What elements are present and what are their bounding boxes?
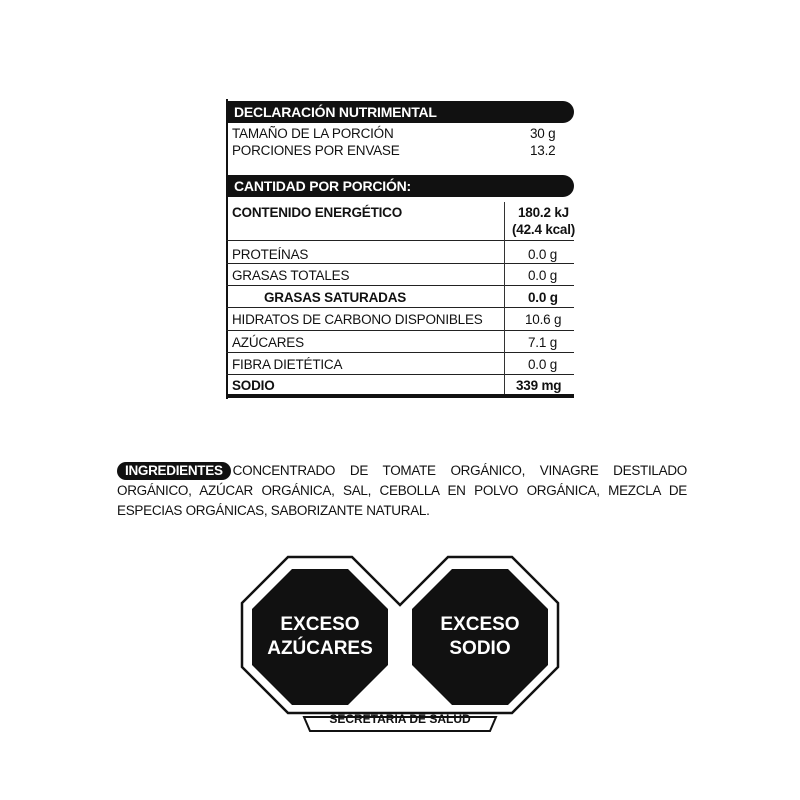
nutrient-label: PROTEÍNAS [232,247,309,262]
nutrient-label: SODIO [232,378,275,393]
nutrient-row [232,268,574,284]
right-seal-line2: SODIO [449,638,511,659]
nutrition-header: DECLARACIÓN NUTRIMENTAL [226,101,574,123]
nutrient-value: 0.0 g [528,290,558,305]
nutrient-value: 0.0 g [528,357,558,372]
per-serving-header: CANTIDAD POR PORCIÓN: [226,175,574,197]
ingredients-tag: INGREDIENTES [117,462,231,480]
ingredients-block [117,461,687,521]
nutrient-value: 0.0 g [528,268,558,283]
column-divider [504,202,505,394]
nutrient-row [232,335,574,351]
serving-size-row [232,126,574,142]
servings-value: 13.2 [530,143,556,158]
nutrient-row [232,290,574,306]
nutrient-row [232,247,574,263]
nutrient-row [232,378,574,394]
energy-kcal: (42.4 kcal) [512,222,576,237]
ingredients-text: CONCENTRADO DE TOMATE ORGÁNICO, VINAGRE DESTILADO ORGÁNICO, AZÚCAR ORGÁNICA, SAL, CEBOLLA EN POLVO ORGÁNICA, MEZCLA DE ESPECIAS ORGÁNICAS, SABORIZANTE NATURAL. [117,463,687,518]
row-divider [226,240,574,241]
row-divider [226,307,574,308]
serving-size-value: 30 g [530,126,556,141]
table-bottom-border [226,394,574,398]
row-divider [226,374,574,375]
left-seal-text [252,613,388,661]
nutrient-value: 0.0 g [528,247,558,262]
nutrient-label: HIDRATOS DE CARBONO DISPONIBLES [232,312,483,327]
row-divider [226,352,574,353]
nutrient-label: GRASAS TOTALES [232,268,350,283]
servings-row [232,143,574,159]
serving-size-label: TAMAÑO DE LA PORCIÓN [232,126,394,141]
nutrition-facts-table [226,99,574,399]
row-divider [226,263,574,264]
nutrient-value: 7.1 g [528,335,558,350]
warning-seals [240,555,560,735]
nutrient-label: GRASAS SATURADAS [264,290,407,305]
row-divider [226,330,574,331]
left-seal-line1: EXCESO [280,614,360,635]
nutrient-label: FIBRA DIETÉTICA [232,357,343,372]
energy-kj: 180.2 kJ [518,205,569,220]
nutrient-value: 10.6 g [525,312,562,327]
left-seal-line2: AZÚCARES [267,638,373,659]
nutrient-label: AZÚCARES [232,335,304,350]
table-left-border [226,99,228,399]
nutrient-row [232,312,574,328]
right-seal-line1: EXCESO [440,614,520,635]
energy-label: CONTENIDO ENERGÉTICO [232,205,403,220]
nutrient-row [232,357,574,373]
nutrient-value: 339 mg [516,378,562,393]
right-seal-text [412,613,548,661]
servings-label: PORCIONES POR ENVASE [232,143,400,158]
row-divider [226,285,574,286]
seal-footer-text: SECRETARÍA DE SALUD [329,712,471,726]
